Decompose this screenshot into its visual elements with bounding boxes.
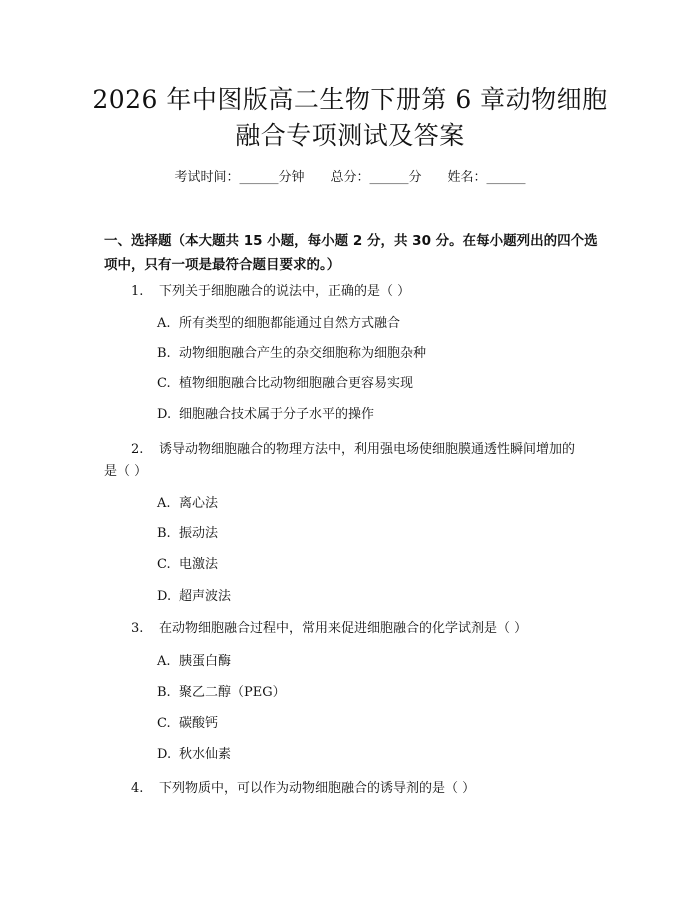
option-text: 聚乙二醇（PEG） (179, 685, 286, 700)
question-1-option-c (157, 374, 413, 394)
option-text: 离心法 (179, 496, 219, 511)
document-title-line2: 融合专项测试及答案 (235, 121, 465, 150)
question-number: 1. (131, 284, 144, 299)
question-1-option-d (157, 405, 374, 425)
question-2-option-c (157, 555, 218, 575)
option-text: 秋水仙素 (179, 747, 232, 762)
option-text: 植物细胞融合比动物细胞融合更容易实现 (179, 376, 414, 391)
option-text: 动物细胞融合产生的杂交细胞称为细胞杂种 (179, 346, 427, 361)
option-letter: D. (157, 747, 172, 762)
question-2-option-d (157, 587, 231, 607)
question-3-option-b (157, 683, 286, 703)
option-letter: A. (157, 654, 171, 669)
question-1 (131, 280, 410, 304)
option-text: 电激法 (179, 557, 219, 572)
question-text: 下列关于细胞融合的说法中，正确的是（ ） (159, 284, 411, 299)
question-text: 在动物细胞融合过程中，常用来促进细胞融合的化学试剂是（ ） (159, 621, 528, 636)
question-1-option-a (157, 314, 400, 334)
student-name-label: 姓名：______ (447, 170, 526, 185)
section-heading-line1: 一、选择题（本大题共 15 小题，每小题 2 分，共 30 分。在每小题列出的四个选 (104, 233, 598, 249)
option-letter: C. (157, 557, 171, 572)
question-text: 诱导动物细胞融合的物理方法中，利用强电场使细胞膜通透性瞬间增加的 (159, 442, 576, 457)
question-number: 4. (131, 781, 144, 796)
option-text: 胰蛋白酶 (179, 654, 232, 669)
question-1-option-b (157, 344, 426, 364)
document-title-line1: 2026 年中图版高二生物下册第 6 章动物细胞 (92, 85, 608, 114)
question-number: 2. (131, 442, 144, 457)
option-text: 振动法 (179, 526, 219, 541)
option-letter: C. (157, 376, 171, 391)
option-letter: B. (157, 685, 171, 700)
option-text: 超声波法 (179, 589, 232, 604)
option-letter: C. (157, 716, 171, 731)
question-text: 下列物质中，可以作为动物细胞融合的诱导剂的是（ ） (159, 781, 476, 796)
option-letter: A. (157, 316, 171, 331)
question-number: 3. (131, 621, 144, 636)
option-letter: A. (157, 496, 171, 511)
question-2-option-b (157, 524, 218, 544)
exam-info (0, 168, 700, 188)
option-text: 所有类型的细胞都能通过自然方式融合 (179, 316, 401, 331)
option-letter: B. (157, 346, 171, 361)
option-text: 细胞融合技术属于分子水平的操作 (179, 407, 375, 422)
question-4 (131, 777, 475, 801)
question-2-option-a (157, 494, 218, 514)
option-letter: D. (157, 589, 172, 604)
question-3-option-c (157, 714, 218, 734)
question-3 (131, 617, 527, 641)
option-letter: B. (157, 526, 171, 541)
total-score-label: 总分：______分 (330, 170, 422, 185)
question-3-option-d (157, 745, 231, 765)
section-heading-line2: 项中，只有一项是最符合题目要求的。） (104, 257, 341, 273)
question-2 (131, 438, 575, 462)
question-2-continuation: 是（ ） (104, 464, 148, 479)
exam-time-label: 考试时间：______分钟 (174, 170, 305, 185)
option-text: 碳酸钙 (179, 716, 219, 731)
question-3-option-a (157, 652, 231, 672)
option-letter: D. (157, 407, 172, 422)
